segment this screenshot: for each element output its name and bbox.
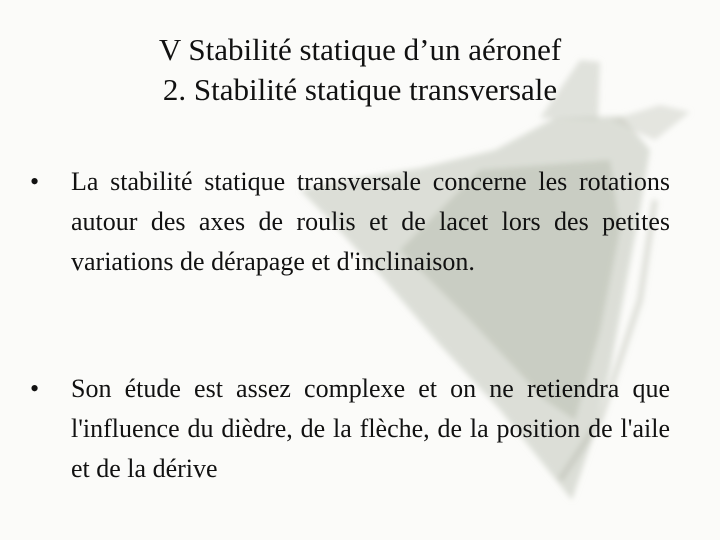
bullet-text: La stabilité statique transversale concerne les rotations autour des axes de roulis et de lacet lors des petites variations de dérapage et d'inclinaison. xyxy=(71,167,670,276)
bullet-item xyxy=(30,369,670,489)
bullet-block-1 xyxy=(30,162,670,282)
slide-title xyxy=(0,30,720,110)
bullet-item xyxy=(30,162,670,282)
bullet-marker: • xyxy=(30,167,40,196)
title-line-2: 2. Stabilité statique transversale xyxy=(162,72,558,107)
title-line-1: V Stabilité statique d’un aéronef xyxy=(158,32,562,67)
bullet-marker: • xyxy=(30,374,40,403)
bullet-text: Son étude est assez complexe et on ne retiendra que l'influence du dièdre, de la flèche, de la position de l'aile et de la dérive xyxy=(71,374,670,483)
bullet-block-2 xyxy=(30,369,670,489)
